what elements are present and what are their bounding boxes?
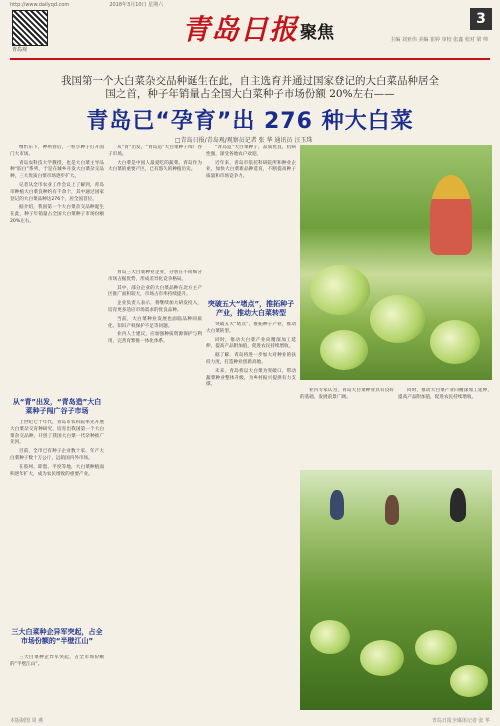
article-column-2 bbox=[108, 145, 202, 265]
cabbage-icon bbox=[310, 620, 350, 654]
paragraph: 记者从全市农业工作会议上了解到，青岛市种植大白菜良种约有千余个，其中通过国家登记的大白菜品种达276个，居全国首位。 bbox=[10, 182, 104, 202]
qr-code-icon bbox=[12, 10, 48, 46]
paragraph: 据了解，青岛将进一步加大对种业的扶持力度，打造种业创新高地。 bbox=[206, 353, 296, 365]
subhead-3: 突破五大“堵点”，推拓种子产业，推动大白菜转型 bbox=[207, 300, 295, 317]
paragraph: 从“青”出发，“青岛造”大白菜种子闯广谷子市场。 bbox=[108, 145, 202, 157]
article-headline: 青岛已“孕育”出 276 种大白菜 bbox=[86, 109, 414, 134]
worker-figure bbox=[385, 495, 399, 525]
paragraph: 同时，推动大白菜产业向精深加工延伸，提高产品附加值，促进农民持续增收。 bbox=[398, 388, 492, 400]
paragraph: 业内专家认为，青岛大白菜种业具有良好的基础，发展前景广阔。 bbox=[300, 388, 394, 400]
site-url[interactable]: http://www.dailyqd.com bbox=[10, 1, 70, 8]
page-footer bbox=[10, 717, 490, 724]
cabbage-harvest-photo bbox=[300, 145, 492, 380]
article-deck: 我国第一个大白菜杂交品种诞生在此，自主选育并通过国家登记的大白菜品种居全国之首，种子年销量占全国大白菜种子市场份额 20%左右—— bbox=[61, 75, 439, 100]
paragraph: 同时，推动大白菜产业向精深加工延伸，提高产品附加值，促进农民持续增收。 bbox=[206, 337, 296, 350]
footer-right: 青岛日报全媒体记者 张 华 bbox=[431, 718, 490, 724]
paragraph: 突破五大“堵点”，推拓种子产业，推动大白菜转型。 bbox=[206, 322, 296, 334]
cabbage-icon bbox=[310, 265, 370, 315]
article-column-3 bbox=[206, 145, 296, 265]
paragraph: 当前，大白菜种业发展也面临品种同质化、知识产权保护不足等问题。 bbox=[108, 316, 202, 329]
issue-date: 2018年3月10日 星期六 bbox=[109, 2, 164, 8]
footer-left: 本版制图 周 燕 bbox=[10, 718, 44, 724]
paragraph: 其中，部分企业的大白菜品种在北方主产区推广面积较大，市场占有率持续提升。 bbox=[108, 285, 202, 298]
article-column-1c bbox=[10, 655, 104, 713]
section-title: 聚焦 bbox=[300, 23, 334, 43]
qr-label: 青岛观 bbox=[12, 47, 28, 53]
cabbage-field-photo bbox=[300, 470, 492, 710]
paragraph: 在胶州、即墨、平度等地，大白菜种植面积逐年扩大，成为农民增收的重要产业。 bbox=[10, 464, 104, 477]
article-column-5 bbox=[398, 388, 492, 468]
paragraph: 据介绍，我国第一个大白菜杂交品种诞生在此，种子年销量占全国大白菜种子市场份额20%左右。 bbox=[10, 205, 104, 224]
article-column-1 bbox=[10, 145, 104, 390]
paragraph: “青岛造”大白菜种子，品质优良，抗病性强，深受各地农户欢迎。 bbox=[206, 145, 296, 157]
worker-figure bbox=[450, 488, 466, 522]
article-column-2b bbox=[108, 270, 202, 710]
subhead-1: 从“青”出发，“青岛造”大白菜种子闯广谷子市场 bbox=[12, 398, 102, 415]
paragraph: 青岛三大白菜种业企业，分别在不同细分市场占据优势，形成差异化竞争格局。 bbox=[108, 270, 202, 282]
article-column-4 bbox=[300, 388, 394, 468]
paragraph: 青岛农科技大学教授，也是大白菜主导品种“胶白”系列，于是在城乡开发大白菜杂交品种，三大优质白菜市场逐步扩大。 bbox=[10, 160, 104, 180]
cabbage-icon bbox=[370, 295, 425, 343]
cabbage-icon bbox=[430, 320, 480, 364]
article-column-3b bbox=[206, 322, 296, 712]
cabbage-icon bbox=[360, 640, 404, 676]
article-column-1b bbox=[10, 420, 104, 620]
paragraph: 继忻东下，神州春后，一粒小种子打开国门大市场。 bbox=[10, 145, 104, 157]
cabbage-icon bbox=[415, 630, 457, 665]
paragraph: 大白菜是中国人最爱吃的蔬菜。青岛作为大白菜的重要产区，已有悠久的种植历史。 bbox=[108, 160, 202, 173]
page-number-badge: 3 bbox=[470, 8, 492, 30]
newspaper-masthead: 青岛日报 bbox=[182, 13, 299, 46]
subhead-2: 三大白菜种企异军突起，占全市场份额的“半壁江山” bbox=[11, 628, 103, 645]
editor-credits: 主编 刘亚伟 美编 崔婷 审校 张鑫 校对 梁 帅 bbox=[390, 37, 488, 43]
paragraph: 近年来，青岛市依托科研院所和种业企业，加快大白菜新品种选育，不断提高种子质量和市场竞争力。 bbox=[206, 160, 296, 180]
cabbage-icon bbox=[450, 665, 488, 697]
header-divider bbox=[10, 58, 490, 60]
paragraph: 三大白菜种企异军突起，占全市场份额的“半壁江山”。 bbox=[10, 655, 104, 667]
cabbage-icon bbox=[320, 330, 368, 370]
article-byline: □青岛日报/青岛观/观察员记者 张 华 通讯员 汪玉珠 bbox=[175, 137, 313, 144]
worker-figure bbox=[330, 490, 344, 520]
farmer-figure bbox=[430, 175, 472, 255]
paragraph: 上世纪七十年代，青岛市农科院率先开展大白菜杂交育种研究，培育出我国第一个大白菜杂交品种，开创了我国大白菜一代杂种推广先河。 bbox=[10, 420, 104, 446]
paragraph: 目前，全市已有种子企业数十家，年产大白菜种子数十万公斤，远销国内外市场。 bbox=[10, 449, 104, 461]
paragraph: 企业负责人表示，将继续加大研发投入，培育更多适应市场需求的优良品种。 bbox=[108, 301, 202, 313]
paragraph: 未来，青岛将以大白菜为突破口，带动蔬菜种业整体升级，为乡村振兴提供有力支撑。 bbox=[206, 368, 296, 388]
paragraph: 业内人士建议，应加强种质资源保护与利用，完善育繁推一体化体系。 bbox=[108, 332, 202, 345]
